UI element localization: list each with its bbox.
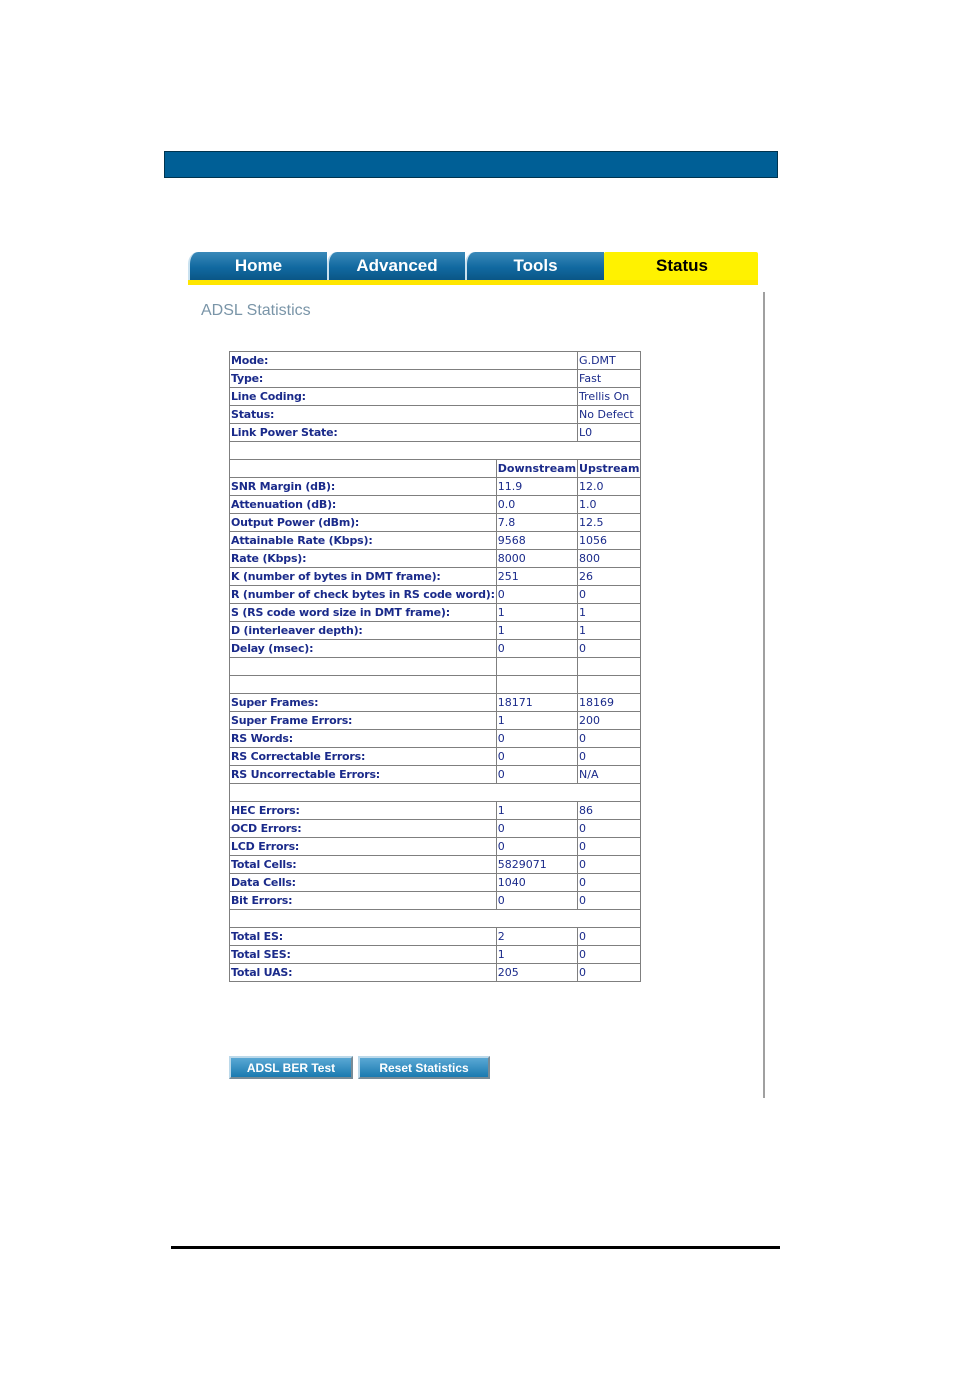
- adsl-stats-table: [229, 351, 641, 982]
- downstream-value: 0: [496, 640, 577, 658]
- downstream-value: 251: [496, 568, 577, 586]
- row-label: Link Power State:: [230, 424, 578, 442]
- table-row: [230, 496, 641, 514]
- row-label: Super Frames:: [230, 694, 497, 712]
- reset-statistics-button[interactable]: Reset Statistics: [358, 1056, 490, 1079]
- downstream-value: 11.9: [496, 478, 577, 496]
- row-label: S (RS code word size in DMT frame):: [230, 604, 497, 622]
- table-row: [230, 838, 641, 856]
- table-row: [230, 406, 641, 424]
- table-row: [230, 712, 641, 730]
- column-header-upstream: Upstream: [578, 460, 641, 478]
- downstream-value: 2: [496, 928, 577, 946]
- adsl-ber-test-button[interactable]: ADSL BER Test: [229, 1056, 353, 1079]
- table-row: [230, 946, 641, 964]
- downstream-value: 0: [496, 730, 577, 748]
- table-row: [230, 820, 641, 838]
- upstream-value: 0: [578, 874, 641, 892]
- upstream-value: 0: [578, 586, 641, 604]
- downstream-value: 1: [496, 622, 577, 640]
- table-row: [230, 568, 641, 586]
- upstream-value: 1: [578, 604, 641, 622]
- spacer-row: [230, 658, 641, 676]
- row-label: Data Cells:: [230, 874, 497, 892]
- downstream-value: 1: [496, 604, 577, 622]
- row-label: Total Cells:: [230, 856, 497, 874]
- spacer-cell: [496, 676, 577, 694]
- spacer-cell: [578, 658, 641, 676]
- downstream-value: 1: [496, 712, 577, 730]
- row-label: D (interleaver depth):: [230, 622, 497, 640]
- upstream-value: 0: [578, 748, 641, 766]
- downstream-value: 7.8: [496, 514, 577, 532]
- spacer-row: [230, 442, 641, 460]
- row-label: RS Uncorrectable Errors:: [230, 766, 497, 784]
- table-row: [230, 730, 641, 748]
- row-label: K (number of bytes in DMT frame):: [230, 568, 497, 586]
- table-row: [230, 478, 641, 496]
- row-label: RS Words:: [230, 730, 497, 748]
- table-row: [230, 928, 641, 946]
- row-label: Super Frame Errors:: [230, 712, 497, 730]
- spacer-row: [230, 910, 641, 928]
- row-value: L0: [578, 424, 641, 442]
- table-row: [230, 388, 641, 406]
- tab-status[interactable]: Status: [604, 252, 758, 280]
- upstream-value: 0: [578, 856, 641, 874]
- table-row: [230, 550, 641, 568]
- row-label: Delay (msec):: [230, 640, 497, 658]
- upstream-value: 86: [578, 802, 641, 820]
- row-label: RS Correctable Errors:: [230, 748, 497, 766]
- upstream-value: 12.0: [578, 478, 641, 496]
- panel-border: [763, 292, 765, 1098]
- table-row: [230, 532, 641, 550]
- tab-advanced[interactable]: Advanced: [327, 252, 465, 280]
- table-row: [230, 694, 641, 712]
- row-label: Type:: [230, 370, 578, 388]
- page-title: ADSL Statistics: [201, 302, 311, 319]
- column-header-downstream: Downstream: [496, 460, 577, 478]
- column-header-row: [230, 460, 641, 478]
- upstream-value: 0: [578, 892, 641, 910]
- row-label: Attenuation (dB):: [230, 496, 497, 514]
- table-row: [230, 514, 641, 532]
- downstream-value: 0: [496, 748, 577, 766]
- upstream-value: 0: [578, 928, 641, 946]
- table-row: [230, 766, 641, 784]
- downstream-value: 5829071: [496, 856, 577, 874]
- downstream-value: 0: [496, 586, 577, 604]
- spacer-cell: [230, 676, 497, 694]
- upstream-value: 0: [578, 964, 641, 982]
- column-header-empty: [230, 460, 497, 478]
- row-label: Output Power (dBm):: [230, 514, 497, 532]
- row-value: G.DMT: [578, 352, 641, 370]
- row-label: Total ES:: [230, 928, 497, 946]
- upstream-value: 1.0: [578, 496, 641, 514]
- spacer-cell: [230, 784, 641, 802]
- row-label: Rate (Kbps):: [230, 550, 497, 568]
- row-value: Trellis On: [578, 388, 641, 406]
- upstream-value: 800: [578, 550, 641, 568]
- row-label: R (number of check bytes in RS code word):: [230, 586, 497, 604]
- spacer-cell: [230, 658, 497, 676]
- nav-underline: [188, 280, 758, 285]
- upstream-value: 0: [578, 820, 641, 838]
- table-row: [230, 604, 641, 622]
- upstream-value: 0: [578, 640, 641, 658]
- table-row: [230, 370, 641, 388]
- table-row: [230, 424, 641, 442]
- table-row: [230, 352, 641, 370]
- downstream-value: 0: [496, 838, 577, 856]
- row-label: Status:: [230, 406, 578, 424]
- row-label: LCD Errors:: [230, 838, 497, 856]
- document-header-bar: [164, 151, 778, 178]
- downstream-value: 1040: [496, 874, 577, 892]
- downstream-value: 0: [496, 892, 577, 910]
- spacer-cell: [496, 658, 577, 676]
- table-row: [230, 586, 641, 604]
- downstream-value: 0.0: [496, 496, 577, 514]
- row-label: Line Coding:: [230, 388, 578, 406]
- upstream-value: N/A: [578, 766, 641, 784]
- upstream-value: 12.5: [578, 514, 641, 532]
- row-label: SNR Margin (dB):: [230, 478, 497, 496]
- downstream-value: 205: [496, 964, 577, 982]
- footer-rule: [171, 1246, 780, 1249]
- row-label: Total SES:: [230, 946, 497, 964]
- spacer-row: [230, 676, 641, 694]
- table-row: [230, 892, 641, 910]
- row-label: Bit Errors:: [230, 892, 497, 910]
- downstream-value: 0: [496, 766, 577, 784]
- table-row: [230, 874, 641, 892]
- tab-home[interactable]: Home: [188, 252, 327, 280]
- downstream-value: 1: [496, 946, 577, 964]
- table-row: [230, 856, 641, 874]
- table-row: [230, 622, 641, 640]
- upstream-value: 0: [578, 838, 641, 856]
- row-value: Fast: [578, 370, 641, 388]
- row-label: Attainable Rate (Kbps):: [230, 532, 497, 550]
- downstream-value: 18171: [496, 694, 577, 712]
- upstream-value: 26: [578, 568, 641, 586]
- spacer-cell: [230, 442, 641, 460]
- upstream-value: 0: [578, 730, 641, 748]
- downstream-value: 9568: [496, 532, 577, 550]
- spacer-cell: [230, 910, 641, 928]
- downstream-value: 1: [496, 802, 577, 820]
- row-label: Total UAS:: [230, 964, 497, 982]
- row-label: OCD Errors:: [230, 820, 497, 838]
- row-value: No Defect: [578, 406, 641, 424]
- table-row: [230, 964, 641, 982]
- main-nav: [188, 252, 758, 285]
- row-label: Mode:: [230, 352, 578, 370]
- upstream-value: 1: [578, 622, 641, 640]
- downstream-value: 8000: [496, 550, 577, 568]
- upstream-value: 0: [578, 946, 641, 964]
- table-row: [230, 802, 641, 820]
- upstream-value: 18169: [578, 694, 641, 712]
- upstream-value: 200: [578, 712, 641, 730]
- row-label: HEC Errors:: [230, 802, 497, 820]
- table-row: [230, 640, 641, 658]
- downstream-value: 0: [496, 820, 577, 838]
- upstream-value: 1056: [578, 532, 641, 550]
- tab-tools[interactable]: Tools: [465, 252, 604, 280]
- spacer-row: [230, 784, 641, 802]
- table-row: [230, 748, 641, 766]
- spacer-cell: [578, 676, 641, 694]
